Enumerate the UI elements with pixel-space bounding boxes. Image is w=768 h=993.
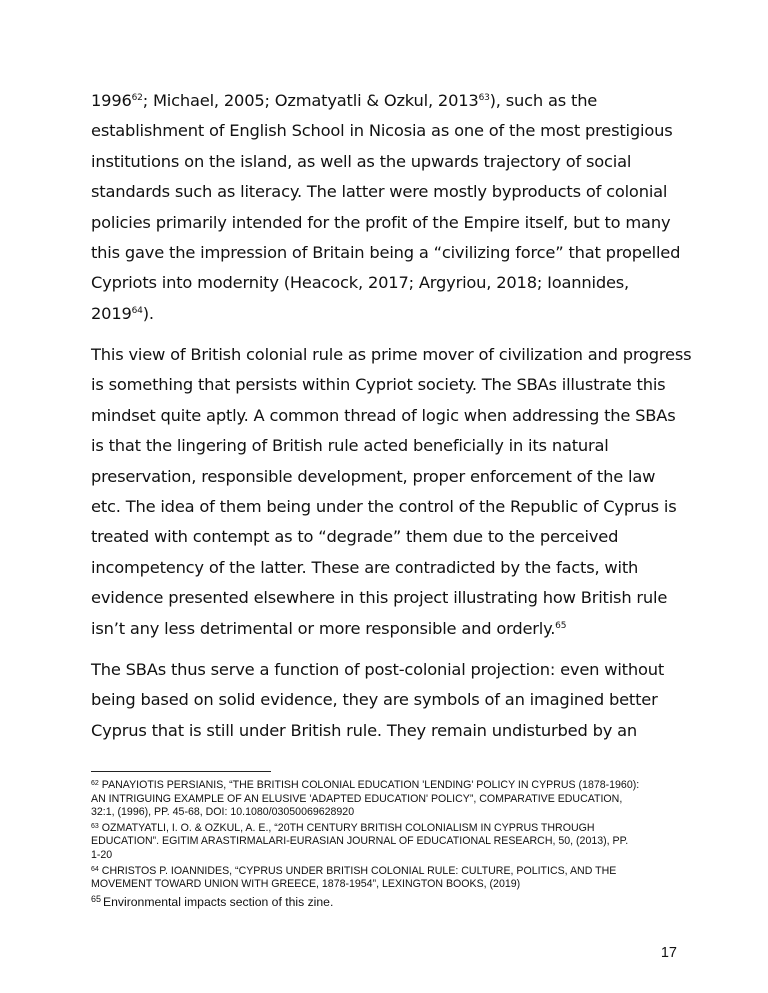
footnote-text: 32:1, (1996), PP. 45-68, DOI: 10.1080/03050069628920 [91, 806, 355, 819]
footnote-64 [91, 863, 691, 892]
text-line [91, 716, 691, 746]
footnote-text: Environmental impacts section of this zine. [103, 894, 334, 909]
footnote-text: CHRISTOS P. IOANNIDES, “CYPRUS UNDER BRITISH COLONIAL RULE: CULTURE, POLITICS, AND THE [101, 864, 617, 877]
text-run: standards such as literacy. The latter were mostly byproducts of colonial [91, 182, 668, 202]
text-run: this gave the impression of Britain being a “civilizing force” that propelled [91, 243, 681, 263]
footnote-reference[interactable]: 64 [131, 305, 143, 316]
text-run: establishment of English School in Nicosia as one of the most prestigious [91, 121, 673, 141]
footnote-text: AN INTRIGUING EXAMPLE OF AN ELUSIVE 'ADAPTED EDUCATION' POLICY”, COMPARATIVE EDUCATION, [91, 792, 623, 805]
text-run: etc. The idea of them being under the control of the Republic of Cyprus is [91, 497, 677, 517]
text-line [91, 177, 691, 207]
footnote-62 [91, 777, 691, 820]
text-line [91, 147, 691, 177]
footnote-text: MOVEMENT TOWARD UNION WITH GREECE, 1878-1954”, LEXINGTON BOOKS, (2019) [91, 878, 521, 891]
text-line [91, 583, 691, 613]
text-line [91, 614, 691, 644]
text-run: incompetency of the latter. These are contradicted by the facts, with [91, 557, 639, 577]
text-run: mindset quite aptly. A common thread of logic when addressing the SBAs [91, 405, 676, 425]
text-run: ). [142, 303, 154, 323]
footnote-65 [91, 892, 691, 910]
text-run: Cypriots into modernity (Heacock, 2017; Argyriou, 2018; Ioannides, [91, 273, 630, 293]
footnote-text: 1-20 [91, 848, 113, 861]
footnote-number: 62 [91, 780, 99, 787]
footnote-63 [91, 820, 691, 863]
text-run: institutions on the island, as well as the upwards trajectory of social [91, 151, 632, 171]
text-run: 2019 [91, 303, 132, 323]
text-run: policies primarily intended for the profit of the Empire itself, but to many [91, 212, 671, 232]
text-line [91, 685, 691, 715]
footnote-number: 64 [91, 865, 99, 873]
page-number: 17 [660, 945, 677, 961]
footnote-separator [91, 771, 271, 772]
text-run: is something that persists within Cypriot society. The SBAs illustrate this [91, 375, 666, 395]
text-line [91, 268, 691, 298]
text-line [91, 238, 691, 268]
text-run: The SBAs thus serve a function of post-colonial projection: even without [91, 660, 665, 679]
text-line [91, 522, 691, 552]
footnotes [91, 777, 691, 910]
text-line [91, 86, 691, 116]
text-line [91, 299, 691, 329]
text-line [91, 492, 691, 522]
text-run: Cyprus that is still under British rule. They remain undisturbed by an [91, 720, 638, 740]
text-run: This view of British colonial rule as prime mover of civilization and progress [91, 345, 692, 364]
footnote-reference[interactable]: 65 [555, 620, 567, 631]
text-line [91, 370, 691, 400]
text-run: evidence presented elsewhere in this project illustrating how British rule [91, 588, 668, 608]
footnote-number: 65 [91, 893, 102, 904]
text-run: preservation, responsible development, proper enforcement of the law [91, 466, 656, 486]
text-run: ; Michael, 2005; Ozmatyatli & Ozkul, 2013 [142, 91, 479, 110]
text-run: treated with contempt as to “degrade” them due to the perceived [91, 527, 619, 547]
footnote-reference[interactable]: 62 [131, 93, 143, 103]
text-line [91, 462, 691, 492]
paragraph-1 [91, 86, 691, 329]
text-line [91, 553, 691, 583]
text-line [91, 431, 691, 461]
text-line [91, 116, 691, 146]
text-line [91, 340, 691, 370]
text-line [91, 401, 691, 431]
footnote-text: EDUCATION”. EGITIM ARASTIRMALARI-EURASIAN JOURNAL OF EDUCATIONAL RESEARCH, 50, (2013), PP. [91, 835, 629, 848]
text-run: being based on solid evidence, they are symbols of an imagined better [91, 690, 658, 710]
paragraph-2 [91, 340, 691, 644]
footnote-text: PANAYIOTIS PERSIANIS, “THE BRITISH COLONIAL EDUCATION 'LENDING' POLICY IN CYPRUS (1878-1960): [101, 779, 640, 791]
text-run: is that the lingering of British rule acted beneficially in its natural [91, 436, 609, 456]
footnote-reference[interactable]: 63 [478, 93, 490, 103]
footnote-text: OZMATYATLI, I. O. & OZKUL, A. E., “20TH CENTURY BRITISH COLONIALISM IN CYPRUS THROUGH [101, 821, 595, 834]
paragraph-3 [91, 655, 691, 746]
text-line [91, 655, 691, 685]
text-run: ), such as the [489, 91, 598, 110]
text-run: isn’t any less detrimental or more responsible and orderly. [91, 618, 556, 638]
footnote-number: 63 [91, 822, 99, 830]
text-run: 1996 [91, 91, 132, 110]
text-line [91, 208, 691, 238]
